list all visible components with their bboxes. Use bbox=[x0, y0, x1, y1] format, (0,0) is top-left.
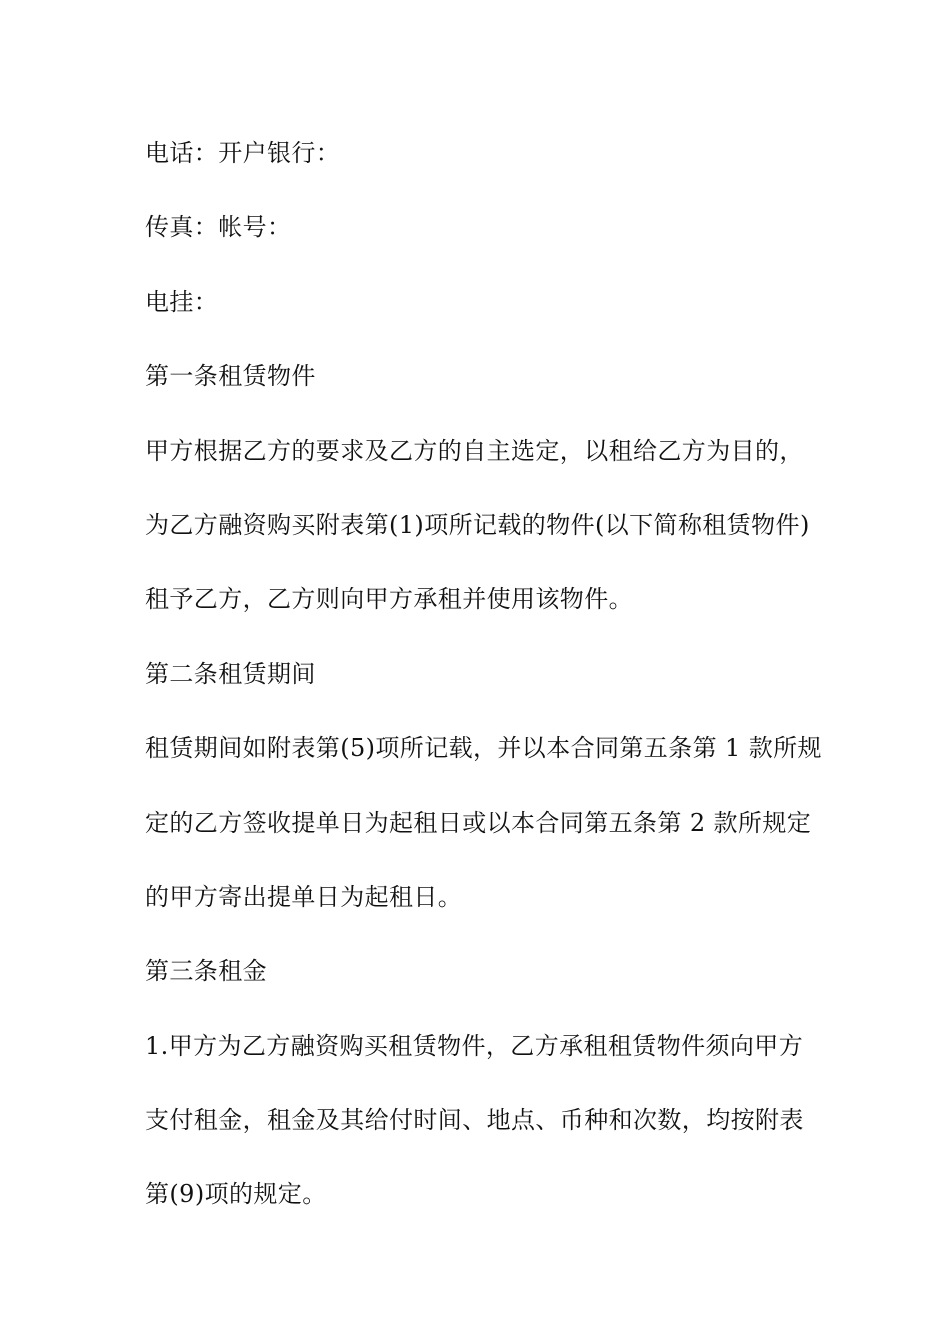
article-2-text-line-3: 的甲方寄出提单日为起租日。 bbox=[145, 882, 463, 911]
contact-phone-bank-line: 电话：开户银行： bbox=[145, 139, 341, 167]
article-1-text-line-2: 为乙方融资购买附表第(1)项所记载的物件(以下简称租赁物件) bbox=[145, 510, 810, 539]
article-2-text-line-1: 租赁期间如附表第(5)项所记载，并以本合同第五条第 1 款所规 bbox=[145, 734, 822, 763]
article-3-heading: 第三条租金 bbox=[145, 957, 267, 986]
article-1-heading: 第一条租赁物件 bbox=[145, 362, 316, 391]
article-2-text-line-2: 定的乙方签收提单日为起租日或以本合同第五条第 2 款所规定 bbox=[145, 808, 812, 837]
article-3-text-line-3: 第(9)项的规定。 bbox=[145, 1180, 327, 1209]
document-body bbox=[145, 133, 822, 1249]
article-2-heading: 第二条租赁期间 bbox=[145, 659, 316, 688]
article-1-text-line-1: 甲方根据乙方的要求及乙方的自主选定，以租给乙方为目的， bbox=[145, 436, 804, 465]
contact-cable-line: 电挂： bbox=[145, 287, 219, 316]
contact-fax-account-line: 传真：帐号： bbox=[145, 213, 292, 242]
article-3-text-line-2: 支付租金，租金及其给付时间、地点、币种和次数，均按附表 bbox=[145, 1106, 804, 1135]
article-1-text-line-3: 租予乙方，乙方则向甲方承租并使用该物件。 bbox=[145, 585, 633, 614]
article-3-text-line-1: 1.甲方为乙方融资购买租赁物件，乙方承租租赁物件须向甲方 bbox=[145, 1031, 804, 1060]
